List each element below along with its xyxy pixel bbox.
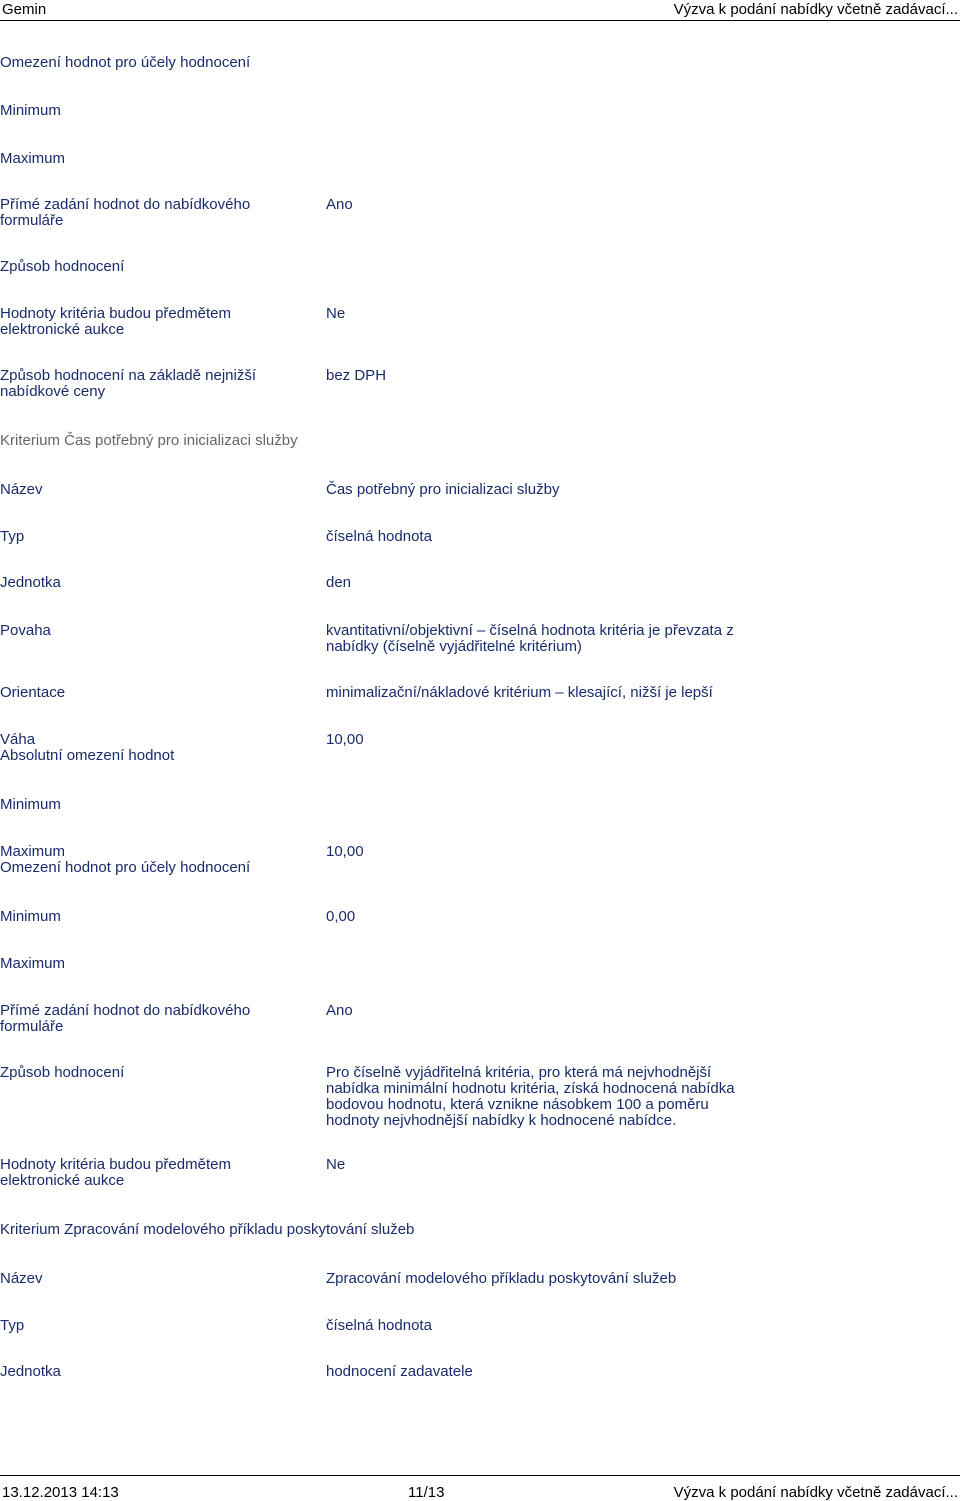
maximum-label: Maximum bbox=[0, 150, 66, 167]
method-label: Způsob hodnocení bbox=[0, 1064, 125, 1081]
orientation-value: minimalizační/nákladové kritérium – klesající, nižší je lepší bbox=[326, 684, 713, 701]
footer-page-number: 11/13 bbox=[408, 1484, 445, 1501]
header-divider bbox=[0, 20, 960, 21]
type-value: číselná hodnota bbox=[326, 528, 432, 545]
auction-label: Hodnoty kritéria budou předmětem elektronické aukce bbox=[0, 1156, 231, 1189]
absolute-maximum-label: Maximum bbox=[0, 843, 66, 860]
unit-label: Jednotka bbox=[0, 1363, 61, 1380]
method-label: Způsob hodnocení bbox=[0, 258, 125, 275]
direct-entry-label: Přímé zadání hodnot do nabídkového formuláře bbox=[0, 1002, 251, 1035]
header-app-name: Gemin bbox=[2, 1, 47, 18]
footer-datetime: 13.12.2013 14:13 bbox=[2, 1484, 119, 1501]
type-label: Typ bbox=[0, 1317, 25, 1334]
criterion-heading: Kriterium Zpracování modelového příkladu poskytování služeb bbox=[0, 1221, 415, 1238]
nature-label: Povaha bbox=[0, 622, 51, 639]
unit-value: hodnocení zadavatele bbox=[326, 1363, 473, 1380]
eval-limits-heading: Omezení hodnot pro účely hodnocení bbox=[0, 859, 251, 876]
type-label: Typ bbox=[0, 528, 25, 545]
unit-label: Jednotka bbox=[0, 574, 61, 591]
absolute-minimum-label: Minimum bbox=[0, 796, 61, 813]
name-value: Čas potřebný pro inicializaci služby bbox=[326, 481, 560, 498]
weight-value: 10,00 bbox=[326, 731, 364, 748]
auction-value: Ne bbox=[326, 305, 346, 322]
lowest-price-label: Způsob hodnocení na základě nejnižší nabídkové ceny bbox=[0, 367, 257, 400]
eval-maximum-label: Maximum bbox=[0, 955, 66, 972]
footer-document-title: Výzva k podání nabídky včetně zadávací... bbox=[673, 1484, 958, 1501]
eval-limits-heading: Omezení hodnot pro účely hodnocení bbox=[0, 54, 251, 71]
name-value: Zpracování modelového příkladu poskytování služeb bbox=[326, 1270, 677, 1287]
direct-entry-value: Ano bbox=[326, 196, 353, 213]
absolute-limits-heading: Absolutní omezení hodnot bbox=[0, 747, 175, 764]
footer-divider bbox=[0, 1475, 960, 1476]
header-document-title: Výzva k podání nabídky včetně zadávací... bbox=[673, 1, 958, 18]
name-label: Název bbox=[0, 481, 43, 498]
orientation-label: Orientace bbox=[0, 684, 66, 701]
absolute-maximum-value: 10,00 bbox=[326, 843, 364, 860]
type-value: číselná hodnota bbox=[326, 1317, 432, 1334]
direct-entry-value: Ano bbox=[326, 1002, 353, 1019]
name-label: Název bbox=[0, 1270, 43, 1287]
nature-value: kvantitativní/objektivní – číselná hodnota kritéria je převzata z nabídky (číselně vyjádřitelné kritérium) bbox=[326, 622, 734, 655]
eval-minimum-label: Minimum bbox=[0, 908, 61, 925]
minimum-label: Minimum bbox=[0, 102, 61, 119]
unit-value: den bbox=[326, 574, 352, 591]
direct-entry-label: Přímé zadání hodnot do nabídkového formuláře bbox=[0, 196, 251, 229]
method-value: Pro číselně vyjádřitelná kritéria, pro která má nejvhodnější nabídka minimální hodnotu kritéria, získá hodnocená nabídka bodovou hodnotu, která vznikne násobkem 100 a poměru hodnoty nejvhodnější nabídky k hodnocené nabídce. bbox=[326, 1064, 735, 1129]
auction-label: Hodnoty kritéria budou předmětem elektronické aukce bbox=[0, 305, 231, 338]
criterion-heading: Kriterium Čas potřebný pro inicializaci služby bbox=[0, 432, 298, 449]
auction-value: Ne bbox=[326, 1156, 346, 1173]
eval-minimum-value: 0,00 bbox=[326, 908, 356, 925]
weight-label: Váha bbox=[0, 731, 36, 748]
lowest-price-value: bez DPH bbox=[326, 367, 387, 384]
